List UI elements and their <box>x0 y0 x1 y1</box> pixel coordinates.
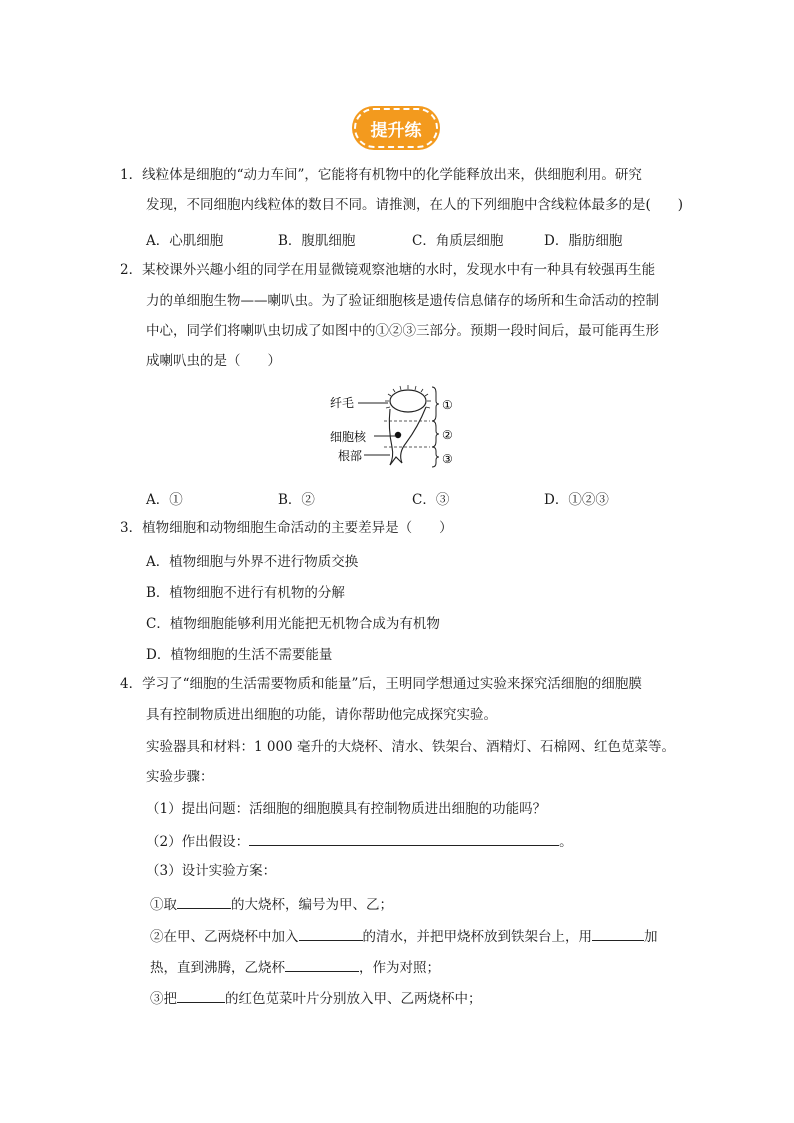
q3-option-c: C．植物细胞能够利用光能把无机物合成为有机物 <box>146 616 440 632</box>
hypothesis-blank[interactable] <box>249 831 559 846</box>
q4-sub-2 <box>150 926 658 946</box>
q4-sub-2-e: ，作为对照； <box>359 960 440 976</box>
q4-sub-3-b: 的红色苋菜叶片分别放入甲、乙两烧杯中； <box>225 991 482 1007</box>
q2-line-3: 中心，同学们将喇叭虫切成了如图中的①②③三部分。预期一段时间后，最可能再生形 <box>146 323 659 339</box>
stentor-diagram <box>330 383 470 471</box>
q4-sub-1 <box>150 894 393 914</box>
q3-line-1: 3．植物细胞和动物细胞生命活动的主要差异是（ ） <box>120 520 453 536</box>
q4-steps-title: 实验步骤： <box>146 769 214 785</box>
q4-line-2: 具有控制物质进出细胞的功能，请你帮助他完成探究实验。 <box>146 707 497 723</box>
q4-step-3: （3）设计实验方案： <box>146 863 277 879</box>
q1-option-a: A．心肌细胞 <box>146 233 224 249</box>
q4-sub-1-a: ①取 <box>150 897 177 913</box>
mark-1: ① <box>442 398 453 412</box>
q4-materials: 实验器具和材料：1 000 毫升的大烧杯、清水、铁架台、酒精灯、石棉网、红色苋菜等。 <box>146 739 675 755</box>
q4-line-1: 4．学习了“细胞的生活需要物质和能量”后，王明同学想通过实验来探究活细胞的细胞膜 <box>120 676 642 692</box>
q4-sub-3-a: ③把 <box>150 991 177 1007</box>
q1-option-b: B．腹肌细胞 <box>278 233 356 249</box>
q2-line-1: 2．某校课外兴趣小组的同学在用显微镜观察池塘的水时，发现水中有一种具有较强再生能 <box>120 262 656 278</box>
q4-sub-2-b: 的清水，并把甲烧杯放到铁架台上，用 <box>362 929 592 945</box>
control-blank[interactable] <box>285 957 359 972</box>
q2-option-c: C．③ <box>412 492 450 508</box>
q1-option-d: D．脂肪细胞 <box>544 233 623 249</box>
q4-sub-3 <box>150 988 482 1008</box>
q4-step-2 <box>146 831 573 851</box>
q1-line-1: 1．线粒体是细胞的“动力车间”，它能将有机物中的化学能释放出来，供细胞利用。研究 <box>120 167 642 183</box>
q2-option-a: A．① <box>146 492 183 508</box>
q4-sub-2-a: ②在甲、乙两烧杯中加入 <box>150 929 299 945</box>
q1-option-c: C．角质层细胞 <box>412 233 504 249</box>
q4-sub-2-cont <box>150 957 440 977</box>
mark-3: ③ <box>442 452 453 466</box>
q3-option-a: A．植物细胞与外界不进行物质交换 <box>146 554 359 570</box>
q4-sub-2-d: 热，直到沸腾，乙烧杯 <box>150 960 285 976</box>
volume-blank[interactable] <box>177 894 231 909</box>
q2-option-d: D．①②③ <box>544 492 609 508</box>
q3-option-b: B．植物细胞不进行有机物的分解 <box>146 585 345 601</box>
q2-line-4: 成喇叭虫的是（ ） <box>146 353 281 369</box>
label-cilia: 纤毛 <box>330 396 355 410</box>
q1-line-2: 发现，不同细胞内线粒体的数目不同。请推测，在人的下列细胞中含线粒体最多的是( ) <box>146 197 684 213</box>
heater-blank[interactable] <box>592 926 644 941</box>
label-root: 根部 <box>338 449 363 463</box>
q2-option-b: B．② <box>278 492 315 508</box>
q4-sub-1-b: 的大烧杯，编号为甲、乙； <box>231 897 393 913</box>
label-nucleus: 细胞核 <box>330 430 367 444</box>
q4-step-1: （1）提出问题：活细胞的细胞膜具有控制物质进出细胞的功能吗？ <box>146 801 547 817</box>
q4-step-2-prefix: （2）作出假设： <box>146 834 250 850</box>
leaf-blank[interactable] <box>177 988 225 1003</box>
q2-line-2: 力的单细胞生物——喇叭虫。为了验证细胞核是遗传信息储存的场所和生命活动的控制 <box>146 293 659 309</box>
q4-sub-2-c: 加 <box>644 929 658 945</box>
q3-option-d: D．植物细胞的生活不需要能量 <box>146 647 333 663</box>
water-amount-blank[interactable] <box>299 926 363 941</box>
mark-2: ② <box>442 428 453 442</box>
section-badge: 提升练 <box>354 108 438 148</box>
q4-step-2-suffix: 。 <box>559 834 573 850</box>
